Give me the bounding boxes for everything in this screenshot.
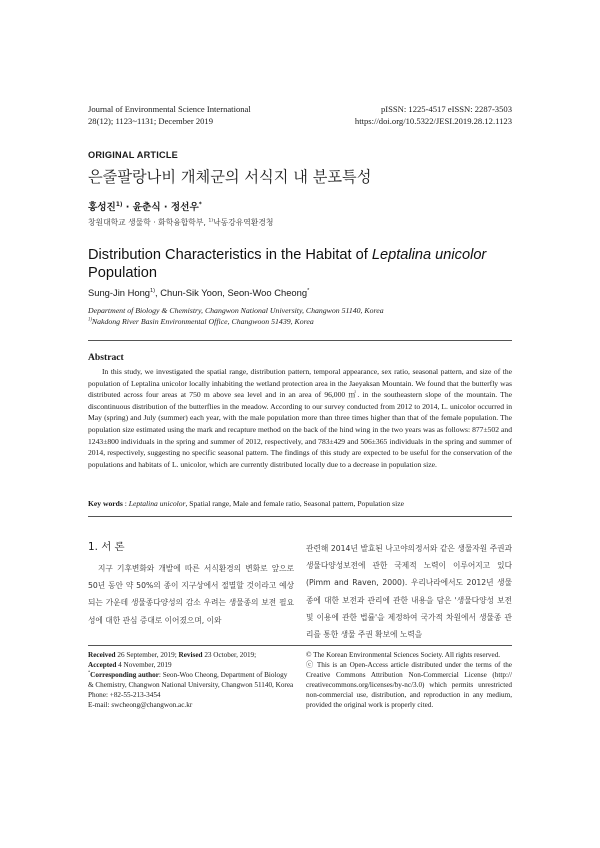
korean-affiliations xyxy=(88,217,273,228)
korean-author-1-sup: 1) xyxy=(115,201,123,208)
english-authors xyxy=(88,287,309,298)
korean-affiliation-1: 창원대학교 생물학 · 화학융합학부, xyxy=(88,218,209,227)
footnote-right xyxy=(306,650,512,711)
corresponding-text: : Seon-Woo Cheong, Department of Biology & Chemistry, Changwon National University, Changwon 51140, Korea xyxy=(88,671,294,690)
keywords-rest: , Spatial range, Male and female ratio, Seasonal pattern, Population size xyxy=(185,499,404,508)
running-header-right xyxy=(252,104,512,127)
korean-authors-rest: · 윤춘식 · 정선우 xyxy=(122,202,199,213)
dates-line-1 xyxy=(88,650,294,660)
english-affiliations xyxy=(88,305,384,327)
email[interactable]: E-mail: swcheong@changwon.ac.kr xyxy=(88,701,193,710)
license-text: ⓒ This is an Open-Access article distributed under the terms of the Creative Commons Attribution Non-Commercial License (http:// creativecommons.org/licenses/by-nc/3.0) which permits unrestricted non-commercial use, distribution, and reproduction in any medium, provided the original work is properly cited. xyxy=(306,661,512,710)
korean-affiliation-2-sup: 1) xyxy=(208,218,214,224)
accepted-date: 4 November, 2019 xyxy=(116,661,172,670)
abstract-body xyxy=(88,366,512,470)
english-affiliation-2: Nakdong River Basin Environmental Office, Changwoon 51439, Korea xyxy=(91,317,314,326)
korean-author-1: 홍성진 xyxy=(88,202,116,213)
intro-right-column: 관련해 2014년 발효된 나고야의정서와 같은 생물자원 주권과 생물다양성보전에 관한 국제적 노력이 이루어지고 있다(Pimm and Raven, 2000). 우리나라에서도 2012년 생물종에 대한 보전과 관리에 관한 내용을 담은 '생물다양성 보전 및 이용에 관한 법률'을 제정하여 국가적 차원에서 생물종 관리를 통한 생물 주권 확보에 노력을 xyxy=(306,544,512,640)
section-heading-introduction: 1. 서 론 xyxy=(88,541,125,553)
keywords-species: Leptalina unicolor xyxy=(128,499,186,508)
english-title xyxy=(88,246,528,282)
dates-line-2 xyxy=(88,660,294,670)
revised-date: 23 October, 2019; xyxy=(202,651,257,659)
english-corresponding-mark: * xyxy=(307,287,310,294)
issue-info: 28(12); 1123~1131; December 2019 xyxy=(88,115,214,126)
received-date: 26 September, 2019; xyxy=(115,651,179,659)
english-author-1-sup: 1) xyxy=(150,287,156,294)
abstract-heading: Abstract xyxy=(88,352,124,363)
footnote-left xyxy=(88,650,294,711)
abstract-top-rule xyxy=(88,340,512,341)
received-label: Received xyxy=(88,651,116,659)
article-type: ORIGINAL ARTICLE xyxy=(88,150,178,160)
copyright-line: © The Korean Environmental Sciences Society. All rights reserved. xyxy=(306,651,501,659)
keywords xyxy=(88,499,512,508)
korean-affiliation-2: 낙동강유역환경청 xyxy=(213,218,274,227)
keywords-sep: : xyxy=(122,499,129,508)
corresponding-star: * xyxy=(88,669,91,675)
english-title-pre: Distribution Characteristics in the Habitat of xyxy=(88,247,372,263)
korean-authors xyxy=(88,199,202,213)
phone: Phone: +82-55-213-3454 xyxy=(88,691,161,700)
english-affiliation-2-line xyxy=(88,316,384,327)
footnote-rule xyxy=(88,645,512,646)
corresponding-author xyxy=(88,670,294,690)
english-affiliation-1: Department of Biology & Chemistry, Changwon National University, Changwon 51140, Korea xyxy=(88,306,384,315)
issn: pISSN: 1225-4517 eISSN: 2287-3503 xyxy=(380,104,512,114)
keywords-bottom-rule xyxy=(88,516,512,517)
keywords-label: Key words xyxy=(88,499,123,508)
doi-link[interactable]: https://doi.org/10.5322/JESI.2019.28.12.1123 xyxy=(354,115,512,126)
abstract-text: In this study, we investigated the spatial range, distribution pattern, temporal appearance, sex ratio, seasonal pattern, and size of the population of Leptalina unicolor locally inhabiting the wetland protection area in the Jaeyaksan Mountain. We found that the butterfly was distributed across four areas at 750 m above sea level and in an area of 96,000 ㎡. in the southeastern slope of the mountain. The discontinuous distribution of the butterflies in the meadow. According to our survey conducted from 2012 to 2014, L. unicolor occurred in May (spring) and July (summer) each year, with the male population more than three times higher than that of the female population. The population size estimated using the mark and recapture method on the back of the hind wing in the two years was as follows: 877±502 and 1243±800 individuals in the spring and summer of 2012, respectively, and 783±429 and 506±365 individuals in the spring and summer of 2014, respectively, suggesting no specific seasonal pattern. The findings of this study are expected to be useful for the conservation of the populations and habitats of L. unicolor, which are currently distributed locally due to a decrease in population size. xyxy=(88,367,512,469)
corresponding-label: Corresponding author xyxy=(90,671,159,680)
korean-corresponding-mark: * xyxy=(198,201,202,208)
english-title-post: Population xyxy=(88,265,157,281)
accepted-label: Accepted xyxy=(88,661,117,670)
english-title-species: Leptalina unicolor xyxy=(371,247,487,263)
english-authors-rest: , Chun-Sik Yoon, Seon-Woo Cheong xyxy=(155,287,308,298)
journal-name: Journal of Environmental Science International xyxy=(88,104,251,114)
english-author-1: Sung-Jin Hong xyxy=(88,287,151,298)
intro-left-column: 지구 기후변화와 개발에 따른 서식환경의 변화로 앞으로 50년 동안 약 50%의 종이 지구상에서 절멸할 것이라고 예상되는 가운데 생물종다양성의 감소 우려는 생물종의 보전 필요성에 대한 관심 증대로 이어졌으며, 이와 xyxy=(88,564,294,625)
english-affiliation-2-sup: 1) xyxy=(88,317,92,323)
revised-label: Revised xyxy=(178,651,203,659)
korean-title: 은줄팔랑나비 개체군의 서식지 내 분포특성 xyxy=(88,168,372,186)
